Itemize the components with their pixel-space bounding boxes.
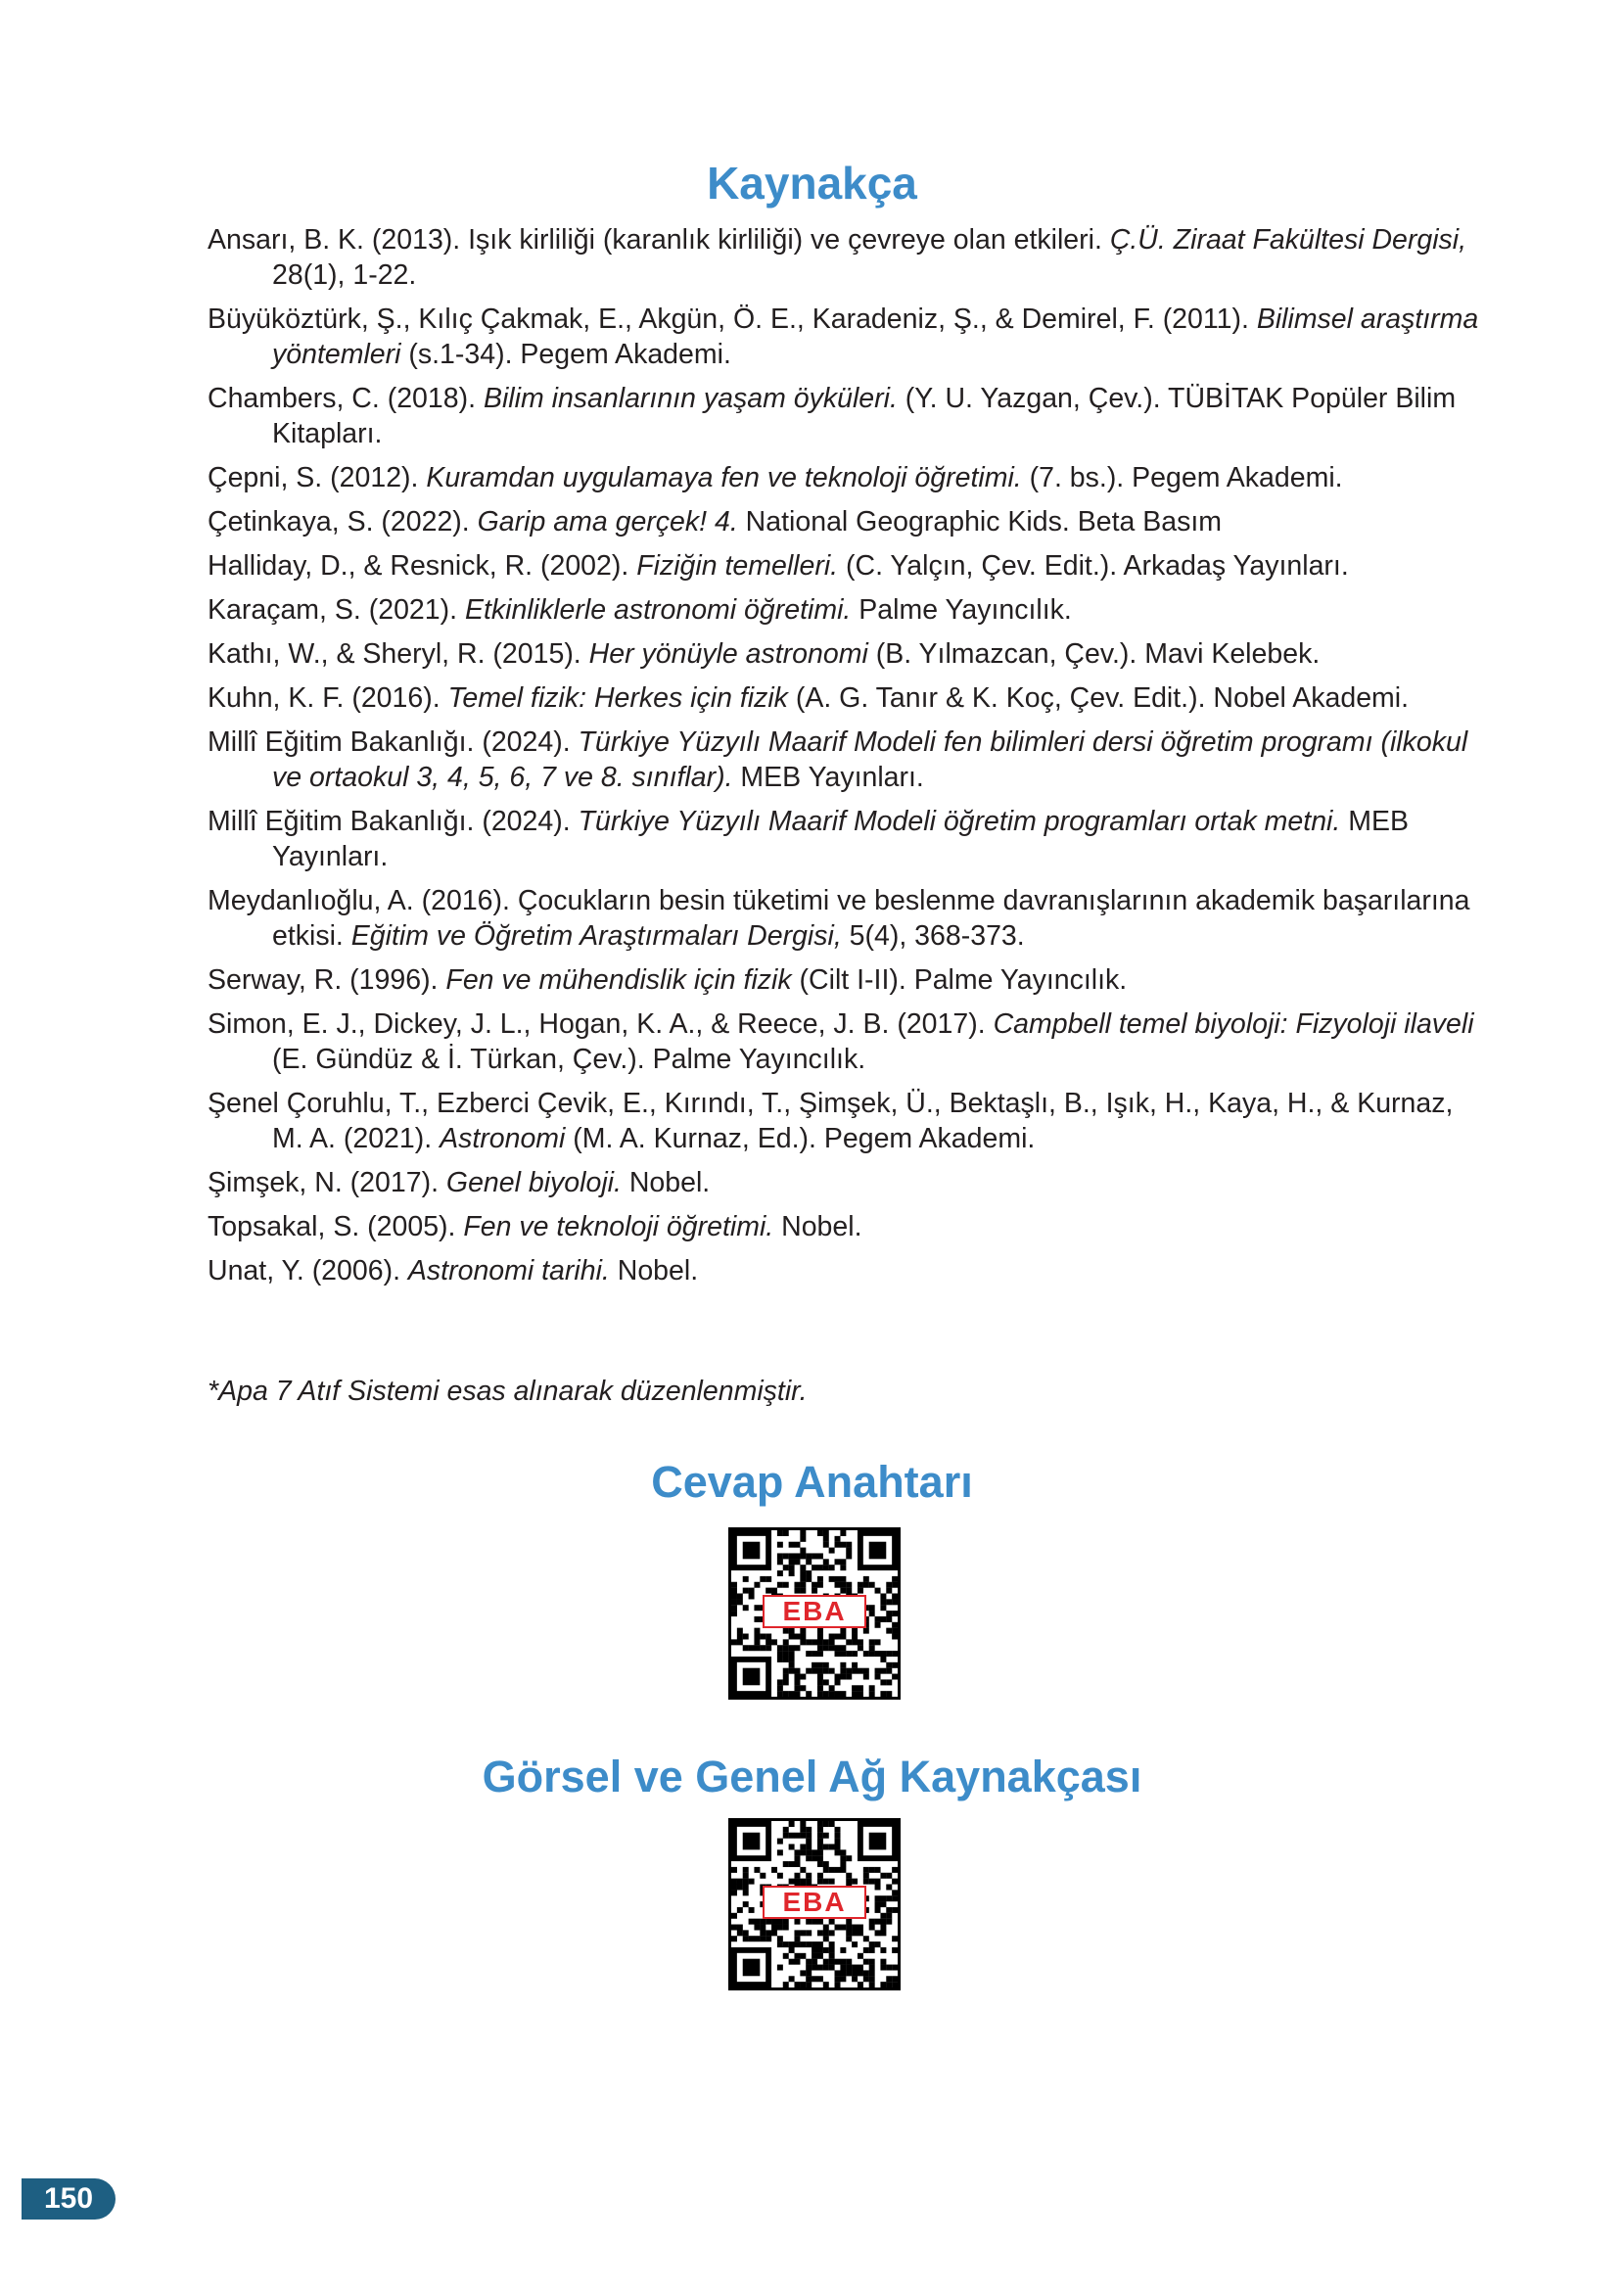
reference-title: Astronomi [440, 1123, 566, 1154]
reference-text: Simon, E. J., Dickey, J. L., Hogan, K. A., & Reece, J. B. (2017). [208, 1008, 994, 1040]
reference-text: MEB Yayınları. [272, 806, 1409, 872]
reference-text: Şenel Çoruhlu, T., Ezberci Çevik, E., Kırındı, T., Şimşek, Ü., Bektaşlı, B., Işık, H., Kaya, H., & Kurnaz, M. A. (2021). [208, 1088, 1454, 1154]
reference-title: Türkiye Yüzyılı Maarif Modeli fen bilimleri dersi öğretim programı (ilkokul ve ortaokul 3, 4, 5, 6, 7 ve 8. sınıflar). [272, 726, 1468, 793]
reference-text: Şimşek, N. (2017). [208, 1167, 446, 1198]
reference-title: Ç.Ü. Ziraat Fakültesi Dergisi, [1109, 224, 1467, 256]
reference-title: Her yönüyle astronomi [588, 638, 868, 670]
reference-entry [208, 222, 1480, 293]
eba-logo: EBA [763, 1886, 866, 1919]
reference-list [208, 222, 1480, 1297]
reference-text: Halliday, D., & Resnick, R. (2002). [208, 550, 637, 582]
reference-entry [208, 302, 1480, 372]
reference-title: Genel biyoloji. [445, 1167, 622, 1198]
reference-text: Ansarı, B. K. (2013). Işık kirliliği (karanlık kirliliği) ve çevreye olan etkileri. [208, 224, 1110, 256]
reference-text: Karaçam, S. (2021). [208, 594, 465, 626]
reference-text: Kuhn, K. F. (2016). [208, 682, 448, 714]
answer-key-title: Cevap Anahtarı [651, 1457, 973, 1507]
reference-text: (7. bs.). Pegem Akademi. [1021, 462, 1343, 493]
reference-title: Fen ve mühendislik için fizik [445, 964, 792, 996]
reference-text: (C. Yalçın, Çev. Edit.). Arkadaş Yayınları. [838, 550, 1349, 582]
reference-text: (E. Gündüz & İ. Türkan, Çev.). Palme Yayıncılık. [272, 1044, 866, 1075]
reference-title: Temel fizik: Herkes için fizik [447, 682, 788, 714]
reference-entry [208, 1006, 1480, 1077]
reference-title: Garip ama gerçek! 4. [477, 506, 738, 538]
references-title: Kaynakça [707, 158, 917, 209]
media-sources-title: Görsel ve Genel Ağ Kaynakçası [482, 1752, 1142, 1801]
reference-text: Serway, R. (1996). [208, 964, 446, 996]
reference-entry [208, 460, 1480, 495]
reference-title: Bilimsel araştırma yöntemleri [272, 304, 1479, 370]
answer-key-qr-code[interactable] [728, 1527, 901, 1700]
reference-text: (A. G. Tanır & K. Koç, Çev. Edit.). Nobel Akademi. [787, 682, 1410, 714]
reference-title: Astronomi tarihi. [407, 1255, 610, 1286]
reference-entry [208, 680, 1480, 716]
eba-logo: EBA [763, 1595, 866, 1628]
reference-text: (M. A. Kurnaz, Ed.). Pegem Akademi. [565, 1123, 1036, 1154]
reference-text: MEB Yayınları. [732, 762, 924, 793]
reference-entry [208, 1253, 1480, 1288]
reference-entry [208, 1209, 1480, 1244]
reference-title: Campbell temel biyoloji: Fizyoloji ilaveli [993, 1008, 1474, 1040]
reference-text: Çetinkaya, S. (2022). [208, 506, 478, 538]
reference-text: Chambers, C. (2018). [208, 383, 484, 414]
reference-entry [208, 883, 1480, 954]
reference-text: 5(4), 368-373. [841, 920, 1025, 952]
reference-text: 28(1), 1-22. [272, 259, 417, 291]
reference-text: Kathı, W., & Sheryl, R. (2015). [208, 638, 589, 670]
reference-text: Nobel. [773, 1211, 862, 1242]
reference-entry [208, 804, 1480, 874]
reference-title: Eğitim ve Öğretim Araştırmaları Dergisi, [350, 920, 842, 952]
reference-text: (Y. U. Yazgan, Çev.). TÜBİTAK Popüler Bilim Kitapları. [272, 383, 1457, 449]
reference-text: Palme Yayıncılık. [851, 594, 1072, 626]
reference-title: Bilim insanlarının yaşam öyküleri. [483, 383, 898, 414]
reference-title: Etkinliklerle astronomi öğretimi. [464, 594, 852, 626]
reference-text: (B. Yılmazcan, Çev.). Mavi Kelebek. [867, 638, 1321, 670]
reference-entry [208, 592, 1480, 628]
reference-entry [208, 1165, 1480, 1200]
reference-text: Nobel. [609, 1255, 699, 1286]
reference-entry [208, 381, 1480, 451]
reference-text: (s.1-34). Pegem Akademi. [400, 339, 731, 370]
reference-title: Fiziğin temelleri. [636, 550, 839, 582]
reference-text: Millî Eğitim Bakanlığı. (2024). [208, 806, 579, 837]
reference-entry [208, 1086, 1480, 1156]
reference-title: Fen ve teknoloji öğretimi. [463, 1211, 774, 1242]
reference-entry [208, 962, 1480, 998]
reference-entry [208, 636, 1480, 672]
reference-text: Meydanlıoğlu, A. (2016). Çocukların besin tüketimi ve beslenme davranışlarının akademik başarılarına etkisi. [208, 885, 1470, 952]
page-number: 150 [22, 2178, 116, 2220]
reference-text: Nobel. [621, 1167, 711, 1198]
reference-entry [208, 504, 1480, 539]
reference-title: Türkiye Yüzyılı Maarif Modeli öğretim programları ortak metni. [578, 806, 1341, 837]
reference-entry [208, 725, 1480, 795]
reference-text: Millî Eğitim Bakanlığı. (2024). [208, 726, 579, 758]
reference-title: Kuramdan uygulamaya fen ve teknoloji öğretimi. [426, 462, 1022, 493]
reference-text: Unat, Y. (2006). [208, 1255, 408, 1286]
reference-text: National Geographic Kids. Beta Basım [737, 506, 1223, 538]
reference-text: (Cilt I-II). Palme Yayıncılık. [791, 964, 1128, 996]
citation-note: *Apa 7 Atıf Sistemi esas alınarak düzenlenmiştir. [208, 1376, 808, 1407]
reference-entry [208, 548, 1480, 584]
reference-text: Topsakal, S. (2005). [208, 1211, 464, 1242]
reference-text: Çepni, S. (2012). [208, 462, 427, 493]
reference-text: Büyüköztürk, Ş., Kılıç Çakmak, E., Akgün, Ö. E., Karadeniz, Ş., & Demirel, F. (2011). [208, 304, 1257, 335]
media-sources-qr-code[interactable] [728, 1818, 901, 1990]
